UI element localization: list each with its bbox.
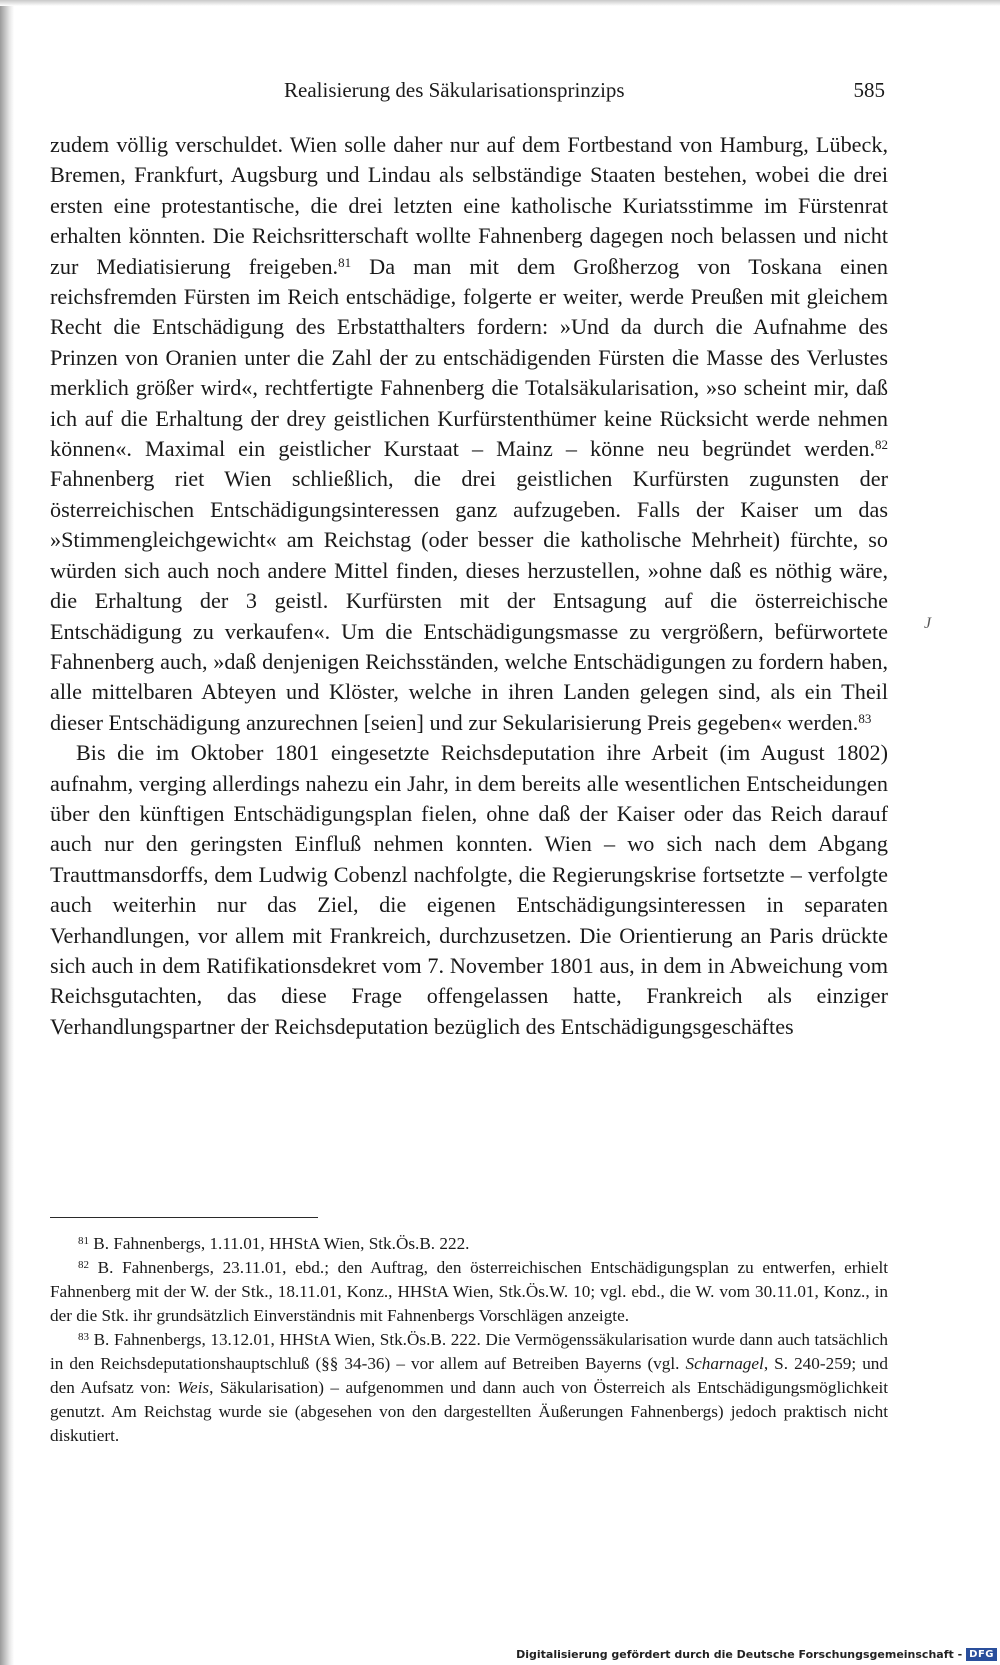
footnote-text: B. Fahnenbergs, 1.11.01, HHStA Wien, Stk.Ös.B. 222. xyxy=(89,1234,470,1253)
footnote-ref-81: 81 xyxy=(338,254,352,270)
footnote-text: , Säkularisation) – aufgenommen und dann auch von Österreich als Entschädigungsmöglichkeit genutzt. Am Reichstag wurde sie (abgesehen von den dargestellten Äußerungen Fahnenbergs) jedoch praktisch nicht diskutiert. xyxy=(50,1378,889,1445)
main-text xyxy=(50,130,888,1042)
footnote-text: B. Fahnenbergs, 13.12.01, HHStA Wien, Stk.Ös.B. 222. Die Vermögenssäkularisation wurde dann auch tatsächlich in den Reichsdeputationshauptschluß (§§ 34-36) – vor allem auf Betreiben Bayerns (vgl. xyxy=(50,1330,888,1373)
cited-author: Weis xyxy=(177,1378,210,1397)
footnote-82 xyxy=(50,1256,888,1328)
footnote-number: 81 xyxy=(78,1235,89,1247)
credit-text: Digitalisierung gefördert durch die Deutsche Forschungsgemeinschaft - xyxy=(516,1647,963,1661)
paragraph-1-part-1: zudem völlig verschuldet. Wien solle daher nur auf dem Fortbestand von Hamburg, Lübeck, Bremen, Frankfurt, Augsburg und Lindau als selbständige Staaten bestehen, wobei die drei ersten eine protestantische, die drei letzten eine katholische Kuriatsstimme im Fürstenrat erhalten könnten. Die Reichsritterschaft wollte Fahnenberg dagegen noch belassen und nicht zur Mediatisierung freigeben. xyxy=(50,132,888,279)
footnote-text: B. Fahnenbergs, 23.11.01, ebd.; den Auftrag, den österreichischen Entschädigungsplan zu entwerfen, erhielt Fahnenberg mit der W. der Stk., 18.11.01, Konz., HHStA Wien, Stk.Ös.W. 10; vgl. ebd., die W. vom 30.11.01, Konz., in der die Stk. ihr grundsätzlich Einverständnis mit Fahnenbergs Vorschlägen anzeigte. xyxy=(50,1258,888,1325)
footnote-83 xyxy=(50,1328,888,1448)
footnote-number: 83 xyxy=(78,1331,89,1343)
margin-mark: J xyxy=(924,615,932,632)
footnote-text: , S. 240-259; und den Aufsatz von: xyxy=(50,1354,888,1397)
page-number: 585 xyxy=(853,78,885,102)
footnote-ref-83: 83 xyxy=(858,710,872,726)
paragraph-1-part-2: Da man mit dem Großherzog von Toskana einen reichsfremden Fürsten im Reich entschädige, folgerte er weiter, werde Preußen mit gleichem Recht die Entschädigung des Erbstatthalters fordern: »Und da durch die Aufnahme des Prinzen von Oranien unter die Zahl der zu entschädigenden Fürsten die Masse des Verlustes merklich größer wird«, rechtfertigte Fahnenberg die Totalsäkularisation, »so scheint mir, daß ich auf die Erhaltung der drey geistlichen Kurfürstenthümer keine Rücksicht werde nehmen können«. Maximal ein geistlicher Kurstaat – Mainz – könne neu begründet werden. xyxy=(50,253,888,462)
cited-author: Scharnagel xyxy=(685,1354,764,1373)
scan-edge-shadow xyxy=(0,0,14,1665)
scan-top-shadow xyxy=(0,0,1000,6)
paragraph-1 xyxy=(50,130,888,738)
paragraph-2: Bis die im Oktober 1801 eingesetzte Reichsdeputation ihre Arbeit (im August 1802) aufnahm, verging allerdings nahezu ein Jahr, in dem bereits alle wesentlichen Entscheidungen über den künftigen Entschädigungsplan fielen, ohne daß der Kaiser oder das Reich darauf auch nur den geringsten Einfluß nehmen konnten. Wien – wo sich nach dem Abgang Trauttmansdorffs, dem Ludwig Cobenzl nachfolgte, die Regierungskrise fortsetzte – verfolgte auch weiterhin nur das Ziel, die eigenen Entschädigungsinteressen in separaten Verhandlungen, vor allem mit Frankreich, durchzusetzen. Die Orientierung an Paris drückte sich auch in dem Ratifikationsdekret vom 7. November 1801 aus, in dem in Abweichung vom Reichsgutachten, das diese Frage offengelassen hatte, Frankreich als einziger Verhandlungspartner der Reichsdeputation bezüglich des Entschädigungsgeschäftes xyxy=(50,740,888,1039)
dfg-logo: DFG xyxy=(966,1648,997,1661)
running-title: Realisierung des Säkularisationsprinzips xyxy=(284,78,625,102)
footnote-81 xyxy=(50,1232,888,1256)
footnote-number: 82 xyxy=(78,1259,89,1271)
digitization-credit xyxy=(510,1643,1000,1665)
paragraph-1-part-3: Fahnenberg riet Wien schließlich, die drei geistlichen Kurfürsten zugunsten der österreichischen Entschädigungsinteressen ganz aufzugeben. Falls der Kaiser um das »Stimmengleichgewicht« am Reichstag (oder besser die katholische Mehrheit) fürchte, so würden sich auch noch andere Mittel finden, dieses herzustellen, »ohne daß es nöthig wäre, die Erhaltung der 3 geistl. Kurfürsten mit der Entsagung auf die österreichische Entschädigung zu verkaufen«. Um die Entschädigungsmasse zu vergrößern, befürwortete Fahnenberg auch, »daß denjenigen Reichsständen, welche Entschädigungen zu fordern haben, alle mittelbaren Abteyen und Klöster, welche in ihren Landen gelegen sind, als ein Theil dieser Entschädigung anzurechnen [seien] und zur Sekularisierung Preis gegeben« werden. xyxy=(50,466,888,735)
footnote-ref-82: 82 xyxy=(875,437,888,453)
footnote-separator xyxy=(50,1217,318,1218)
footnotes xyxy=(50,1232,888,1448)
page-header xyxy=(50,70,885,110)
